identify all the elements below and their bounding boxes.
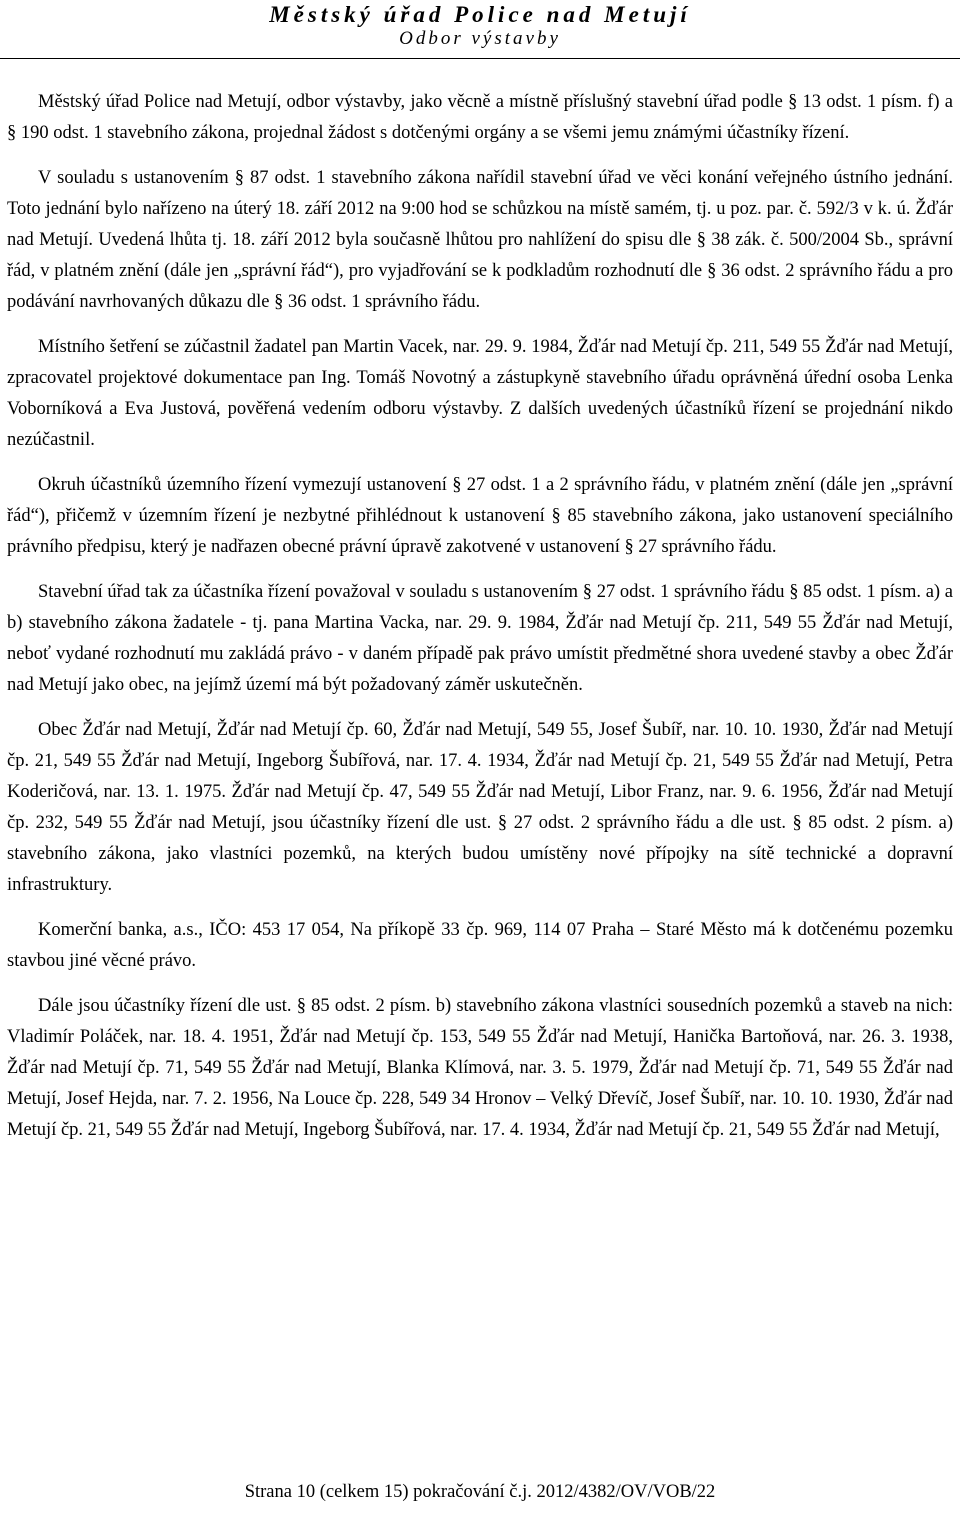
paragraph-neighbours: Dále jsou účastníky řízení dle ust. § 85 odst. 2 písm. b) stavebního zákona vlastníci sousedních pozemků a staveb na nich: Vladimír Poláček, nar. 18. 4. 1951, Žďár nad Metují čp. 153, 549 55 Žďár nad Metují, Hanička Bartoňová, nar. 26. 3. 1938, Žďár nad Metují čp. 71, 549 55 Žďár nad Metují, Blanka Klímová, nar. 3. 5. 1979, Žďár nad Metují čp. 71, 549 55 Žďár nad Metují, Josef Hejda, nar. 7. 2. 1956, Na Louce čp. 228, 549 34 Hronov – Velký Dřevíč, Josef Šubíř, nar. 10. 10. 1930, Žďár nad Metují čp. 21, 549 55 Žďár nad Metují, Ingeborg Šubířová, nar. 17. 4. 1934, Žďár nad Metují čp. 21, 549 55 Žďár nad Metují, bbox=[7, 996, 953, 1140]
paragraph-attendance: Místního šetření se zúčastnil žadatel pan Martin Vacek, nar. 29. 9. 1984, Žďár nad Metují čp. 211, 549 55 Žďár nad Metují, zpracovatel projektové dokumentace pan Ing. Tomáš Novotný a zástupkyně stavebního úřadu oprávněná úřední osoba Lenka Voborníková a Eva Justová, pověřená vedením odboru výstavby. Z dalších uvedených účastníků řízení se projednání nikdo nezúčastnil. bbox=[7, 337, 953, 450]
page-header bbox=[0, 0, 960, 50]
header-divider bbox=[0, 58, 960, 59]
paragraph-landowners: Obec Žďár nad Metují, Žďár nad Metují čp. 60, Žďár nad Metují, 549 55, Josef Šubíř, nar. 10. 10. 1930, Žďár nad Metují čp. 21, 549 55 Žďár nad Metují, Ingeborg Šubířová, nar. 17. 4. 1934, Žďár nad Metují čp. 21, 549 55 Žďár nad Metují, Petra Koderičová, nar. 13. 1. 1975. Žďár nad Metují čp. 47, 549 55 Žďár nad Metují, Libor Franz, nar. 9. 6. 1956, Žďár nad Metují čp. 232, 549 55 Žďár nad Metují, jsou účastníky řízení dle ust. § 27 odst. 2 správního řádu a dle ust. § 85 odst. 2 písm. a) stavebního zákona, jako vlastníci pozemků, na kterých budou umístěny nové přípojky na sítě technické a dopravní infrastruktury. bbox=[7, 720, 953, 895]
paragraph-jurisdiction: Městský úřad Police nad Metují, odbor výstavby, jako věcně a místně příslušný stavební úřad podle § 13 odst. 1 písm. f) a § 190 odst. 1 stavebního zákona, projednal žádost s dotčenými orgány a se všemi jemu známými účastníky řízení. bbox=[7, 92, 953, 143]
paragraph-hearing: V souladu s ustanovením § 87 odst. 1 stavebního zákona nařídil stavební úřad ve věci konání veřejného ústního jednání. Toto jednání bylo nařízeno na úterý 18. září 2012 na 9:00 hod se schůzkou na místě samém, tj. u poz. par. č. 592/3 v k. ú. Žďár nad Metují. Uvedená lhůta tj. 18. září 2012 byla současně lhůtou pro nahlížení do spisu dle § 38 zák. č. 500/2004 Sb., správní řád, v platném znění (dále jen „správní řád“), pro vyjadřování se k podkladům rozhodnutí dle § 36 odst. 2 správního řádu a pro podávání navrhovaných důkazu dle § 36 odst. 1 správního řádu. bbox=[7, 168, 953, 312]
paragraph-applicant: Stavební úřad tak za účastníka řízení považoval v souladu s ustanovením § 27 odst. 1 správního řádu § 85 odst. 1 písm. a) a b) stavebního zákona žadatele - tj. pana Martina Vacka, nar. 29. 9. 1984, Žďár nad Metují čp. 211, 549 55 Žďár nad Metují, neboť vydané rozhodnutí mu zakládá právo - v daném případě pak právo umístit předmětné shora uvedené stavby a obec Žďár nad Metují jako obec, na jejímž území má být požadovaný záměr uskutečněn. bbox=[7, 582, 953, 695]
page-footer: Strana 10 (celkem 15) pokračování č.j. 2012/4382/OV/VOB/22 bbox=[244, 1482, 716, 1502]
document-body bbox=[7, 87, 953, 1160]
office-name: Městský úřad Police nad Metují bbox=[269, 2, 691, 27]
department-name: Odbor výstavby bbox=[399, 28, 561, 49]
paragraph-bank: Komerční banka, a.s., IČO: 453 17 054, Na příkopě 33 čp. 969, 114 07 Praha – Staré Město má k dotčenému pozemku stavbou jiné věcné právo. bbox=[7, 920, 953, 971]
paragraph-participants-scope: Okruh účastníků územního řízení vymezují ustanovení § 27 odst. 1 a 2 správního řádu, v platném znění (dále jen „správní řád“), přičemž v územním řízení je nezbytné přihlédnout k ustanovení § 85 stavebního zákona, jako ustanovení speciálního právního předpisu, který je nadřazen obecné právní úpravě zakotvené v ustanovení § 27 správního řádu. bbox=[7, 475, 953, 557]
